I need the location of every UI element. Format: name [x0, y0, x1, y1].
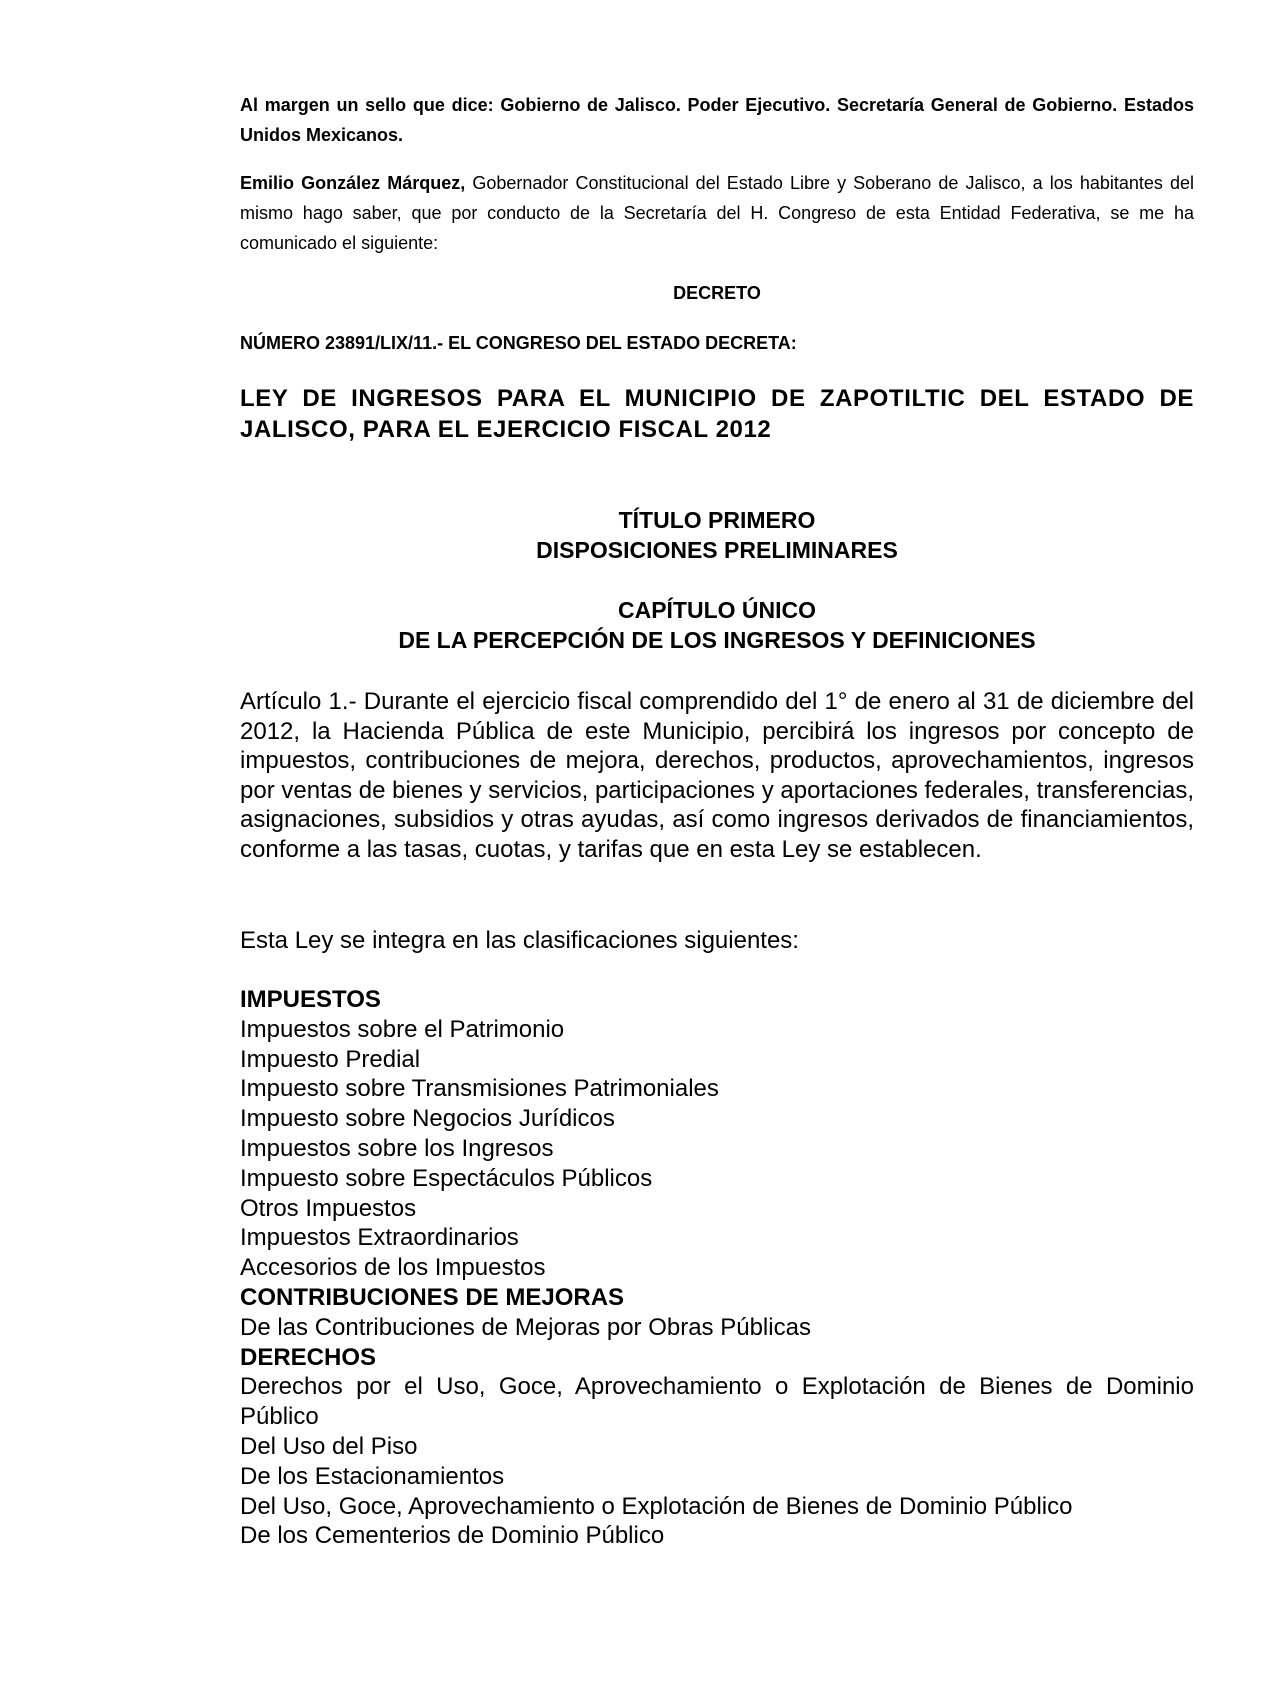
list-item: Del Uso, Goce, Aprovechamiento o Explotación de Bienes de Dominio Público	[240, 1492, 1073, 1520]
titulo-heading	[240, 505, 1194, 565]
capitulo-line-2: DE LA PERCEPCIÓN DE LOS INGRESOS Y DEFINICIONES	[398, 627, 1036, 653]
list-item: Impuestos sobre el Patrimonio	[240, 1015, 565, 1043]
list-item: Impuestos Extraordinarios	[240, 1224, 519, 1252]
law-title: LEY DE INGRESOS PARA EL MUNICIPIO DE ZAPOTILTIC DEL ESTADO DE JALISCO, PARA EL EJERCICIO FISCAL 2012	[240, 385, 1194, 443]
list-item: De los Estacionamientos	[240, 1462, 505, 1490]
capitulo-heading	[240, 595, 1194, 655]
list-item: De las Contribuciones de Mejoras por Obras Públicas	[240, 1313, 811, 1341]
list-item: Accesorios de los Impuestos	[240, 1254, 546, 1282]
governor-name: Emilio González Márquez,	[240, 173, 466, 193]
list-item: Otros Impuestos	[240, 1194, 417, 1222]
list-item: Derechos por el Uso, Goce, Aprovechamiento o Explotación de Bienes de Dominio Público	[240, 1373, 1194, 1431]
list-item: Impuesto sobre Negocios Jurídicos	[240, 1105, 615, 1133]
category-heading-impuestos: IMPUESTOS	[240, 986, 381, 1013]
decreto-heading: DECRETO	[673, 283, 761, 303]
intro-text: Gobernador Constitucional del Estado Libre y Soberano de Jalisco, a los habitantes del mismo hago saber, que por conducto de la Secretaría del H. Congreso de esta Entidad Federativa, se me ha comunicado el siguiente:	[240, 173, 1195, 253]
list-item: Impuesto Predial	[240, 1045, 421, 1073]
category-heading-derechos: DERECHOS	[240, 1343, 377, 1371]
classification-list	[240, 985, 1194, 1551]
titulo-line-2: DISPOSICIONES PRELIMINARES	[536, 537, 898, 563]
decree-number: NÚMERO 23891/LIX/11.- EL CONGRESO DEL ESTADO DECRETA:	[240, 333, 797, 353]
capitulo-line-1: CAPÍTULO ÚNICO	[617, 597, 817, 623]
category-heading-contribuciones: CONTRIBUCIONES DE MEJORAS	[240, 1283, 625, 1311]
clasificaciones-intro: Esta Ley se integra en las clasificaciones siguientes:	[240, 927, 799, 954]
list-item: De los Cementerios de Dominio Público	[240, 1522, 665, 1550]
seal-note: Al margen un sello que dice: Gobierno de Jalisco. Poder Ejecutivo. Secretaría General de Gobierno. Estados Unidos Mexicanos.	[240, 95, 1194, 145]
list-item: Impuestos sobre los Ingresos	[240, 1134, 554, 1162]
list-item: Impuesto sobre Espectáculos Públicos	[240, 1164, 653, 1192]
titulo-line-1: TÍTULO PRIMERO	[618, 507, 816, 533]
list-item: Impuesto sobre Transmisiones Patrimoniales	[240, 1075, 719, 1103]
list-item: Del Uso del Piso	[240, 1432, 418, 1460]
articulo-1-paragraph: Artículo 1.- Durante el ejercicio fiscal comprendido del 1° de enero al 31 de diciembre del 2012, la Hacienda Pública de este Municipio, percibirá los ingresos por concepto de impuestos, contribuciones de mejora, derechos, productos, aprovechamientos, ingresos por ventas de bienes y servicios, participaciones y aportaciones federales, transferencias, asignaciones, subsidios y otras ayudas, así como ingresos derivados de financiamientos, conforme a las tasas, cuotas, y tarifas que en esta Ley se establecen.	[240, 688, 1194, 863]
intro-paragraph	[240, 168, 1194, 258]
